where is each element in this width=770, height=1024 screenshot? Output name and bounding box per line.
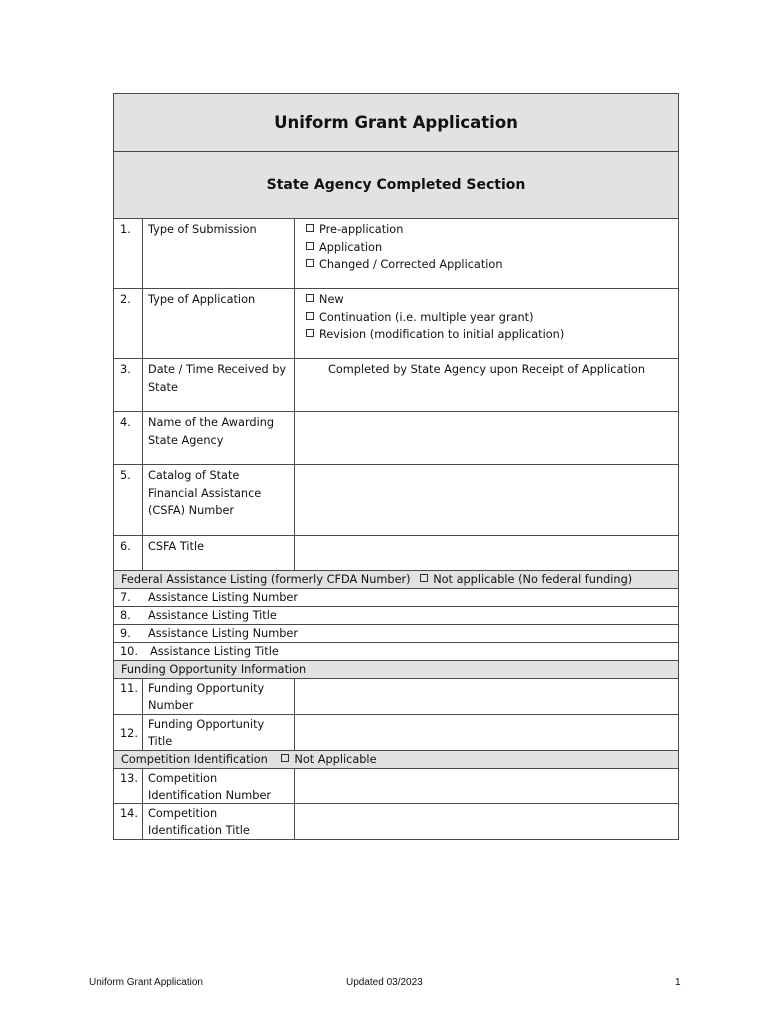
option-label: Application xyxy=(319,240,383,254)
row-number: 10. xyxy=(120,645,138,658)
row-funding-title xyxy=(114,715,678,751)
competition-title-field[interactable] xyxy=(295,804,678,839)
option-label: New xyxy=(319,293,344,306)
checkbox-icon[interactable] xyxy=(306,294,314,302)
checkbox-icon[interactable] xyxy=(306,329,314,337)
row-number: 4. xyxy=(114,412,143,464)
date-received-note: Completed by State Agency upon Receipt of Application xyxy=(327,363,646,376)
checkbox-icon[interactable] xyxy=(306,224,314,232)
option-label: Not applicable (No federal funding) xyxy=(433,573,633,586)
competition-section-header xyxy=(114,751,678,769)
row-label: Assistance Listing Title xyxy=(148,609,277,622)
csfa-title-field[interactable] xyxy=(295,536,678,570)
row-label: Type of Submission xyxy=(143,219,295,288)
row-number: 8. xyxy=(120,609,131,622)
footer-date: Updated 03/2023 xyxy=(346,977,423,988)
option-revision[interactable] xyxy=(306,326,674,344)
not-applicable-option[interactable] xyxy=(281,753,376,766)
grant-application-form xyxy=(113,93,679,840)
application-options xyxy=(295,289,678,358)
federal-item xyxy=(114,589,678,607)
competition-number-field[interactable] xyxy=(295,769,678,803)
row-number: 3. xyxy=(114,359,143,411)
option-application[interactable] xyxy=(306,239,674,257)
row-funding-number xyxy=(114,679,678,715)
not-applicable-option[interactable] xyxy=(420,573,632,586)
row-label: Funding Opportunity Number xyxy=(143,679,295,714)
option-new[interactable] xyxy=(306,291,674,309)
row-label: Funding Opportunity Title xyxy=(143,715,295,750)
checkbox-icon[interactable] xyxy=(420,574,428,582)
row-date-received xyxy=(114,359,678,412)
row-number: 7. xyxy=(120,591,131,604)
footer-left: Uniform Grant Application xyxy=(89,977,203,988)
row-label: Name of the Awarding State Agency xyxy=(143,412,295,464)
row-label: Type of Application xyxy=(143,289,295,358)
checkbox-icon[interactable] xyxy=(306,259,314,267)
checkbox-icon[interactable] xyxy=(306,242,314,250)
row-number: 13. xyxy=(114,769,143,803)
federal-item xyxy=(114,643,678,661)
section-title: State Agency Completed Section xyxy=(114,152,678,219)
row-label: Competition Identification Title xyxy=(143,804,295,839)
option-label: Continuation (i.e. multiple year grant) xyxy=(319,310,534,324)
row-number: 2. xyxy=(114,289,143,358)
option-label: Changed / Corrected Application xyxy=(319,258,503,271)
competition-heading: Competition Identification xyxy=(121,753,268,766)
option-label: Pre-application xyxy=(319,223,404,236)
federal-heading: Federal Assistance Listing (formerly CFDA Number) xyxy=(121,573,411,586)
checkbox-icon[interactable] xyxy=(281,754,289,762)
form-title: Uniform Grant Application xyxy=(114,94,678,152)
row-number: 6. xyxy=(114,536,143,570)
funding-number-field[interactable] xyxy=(295,679,678,714)
row-number: 9. xyxy=(120,627,131,640)
checkbox-icon[interactable] xyxy=(306,312,314,320)
awarding-agency-field[interactable] xyxy=(295,412,678,464)
option-pre-application[interactable] xyxy=(306,221,674,239)
row-number: 12. xyxy=(114,715,143,750)
row-label: CSFA Title xyxy=(143,536,295,570)
row-number: 1. xyxy=(114,219,143,288)
submission-options xyxy=(295,219,678,288)
row-label: Competition Identification Number xyxy=(143,769,295,803)
federal-section-header xyxy=(114,571,678,589)
row-type-of-submission xyxy=(114,219,678,289)
row-csfa-number xyxy=(114,465,678,536)
row-label: Catalog of State Financial Assistance (CSFA) Number xyxy=(143,465,295,535)
row-competition-number xyxy=(114,769,678,804)
federal-item xyxy=(114,625,678,643)
row-number: 11. xyxy=(114,679,143,714)
csfa-number-field[interactable] xyxy=(295,465,678,535)
option-continuation[interactable] xyxy=(306,309,674,327)
row-type-of-application xyxy=(114,289,678,359)
option-changed-corrected[interactable] xyxy=(306,256,674,274)
funding-title-field[interactable] xyxy=(295,715,678,750)
page-number: 1 xyxy=(675,977,681,988)
row-label: Assistance Listing Title xyxy=(150,645,279,658)
row-number: 14. xyxy=(114,804,143,839)
row-competition-title xyxy=(114,804,678,839)
row-label: Assistance Listing Number xyxy=(148,591,298,604)
option-label: Not Applicable xyxy=(294,753,377,766)
row-awarding-agency xyxy=(114,412,678,465)
row-label: Date / Time Received by State xyxy=(143,359,295,411)
row-csfa-title xyxy=(114,536,678,571)
federal-item xyxy=(114,607,678,625)
option-label: Revision (modification to initial application) xyxy=(319,328,565,341)
row-number: 5. xyxy=(114,465,143,535)
row-label: Assistance Listing Number xyxy=(148,627,298,640)
funding-section-header: Funding Opportunity Information xyxy=(114,661,678,679)
